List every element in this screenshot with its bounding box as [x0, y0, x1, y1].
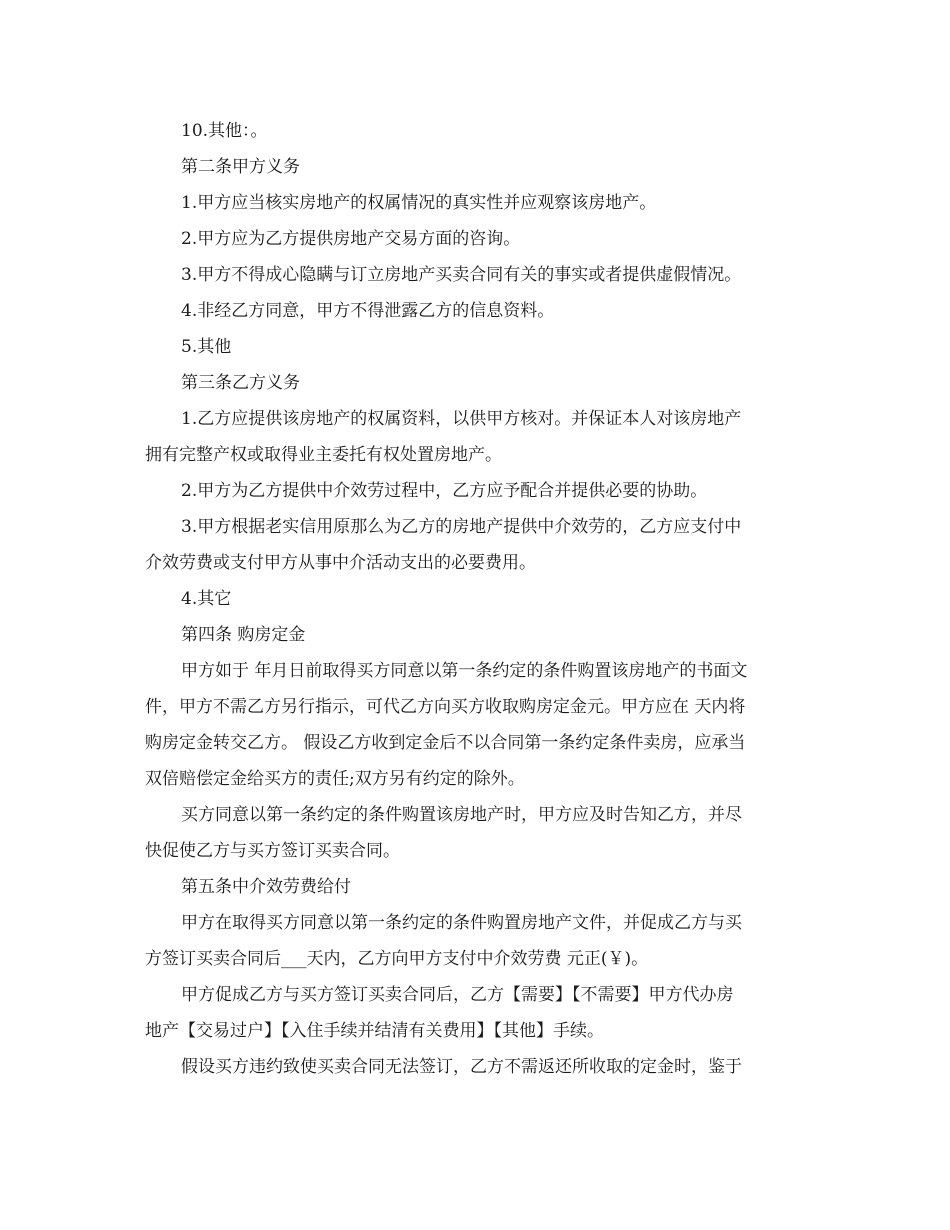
document-body — [145, 113, 810, 1085]
clause-item-continuation: 介效劳费或支付甲方从事中介活动支出的必要费用。 — [145, 553, 536, 573]
clause-item: 2.甲方应为乙方提供房地产交易方面的咨询。 — [181, 229, 521, 249]
paragraph-line: 甲方促成乙方与买方签订买卖合同后，乙方【需要】【不需要】甲方代办房 — [181, 985, 734, 1005]
article-heading: 第二条甲方义务 — [181, 157, 300, 177]
paragraph-line: 双倍赔偿定金给买方的责任;双方另有约定的除外。 — [145, 769, 525, 789]
clause-item: 2.甲方为乙方提供中介效劳过程中，乙方应予配合并提供必要的协助。 — [181, 481, 708, 501]
paragraph-line: 地产【交易过户】【入住手续并结清有关费用】【其他】手续。 — [145, 1021, 604, 1041]
clause-item: 4.其它 — [181, 589, 232, 609]
clause-item: 3.甲方根据老实信用原那么为乙方的房地产提供中介效劳的，乙方应支付中 — [181, 517, 742, 537]
paragraph-line: 买方同意以第一条约定的条件购置该房地产时，甲方应及时告知乙方，并尽 — [181, 805, 742, 825]
article-heading: 第四条 购房定金 — [181, 625, 306, 645]
paragraph-line: 方签订买卖合同后___天内，乙方向甲方支付中介效劳费 元正(￥)。 — [145, 949, 649, 969]
article-heading: 第三条乙方义务 — [181, 373, 300, 393]
clause-item-continuation: 拥有完整产权或取得业主委托有权处置房地产。 — [145, 445, 502, 465]
clause-item: 3.甲方不得成心隐瞒与订立房地产买卖合同有关的事实或者提供虚假情况。 — [181, 265, 742, 285]
paragraph-line: 件，甲方不需乙方另行指示，可代乙方向买方收取购房定金元。甲方应在 天内将 — [145, 697, 746, 717]
paragraph-line: 购房定金转交乙方。 假设乙方收到定金后不以合同第一条约定条件卖房，应承当 — [145, 733, 746, 753]
paragraph-line: 甲方在取得买方同意以第一条约定的条件购置房地产文件，并促成乙方与买 — [181, 913, 742, 933]
paragraph-line: 假设买方违约致使买卖合同无法签订，乙方不需返还所收取的定金时，鉴于 — [181, 1057, 742, 1077]
paragraph-line: 甲方如于 年月日前取得买方同意以第一条约定的条件购置该房地产的书面文 — [181, 661, 748, 681]
article-heading: 第五条中介效劳费给付 — [181, 877, 351, 897]
clause-item: 4.非经乙方同意，甲方不得泄露乙方的信息资料。 — [181, 301, 555, 321]
paragraph-line: 快促使乙方与买方签订买卖合同。 — [145, 841, 400, 861]
clause-item: 5.其他 — [181, 337, 232, 357]
clause-item: 1.乙方应提供该房地产的权属资料，以供甲方核对。并保证本人对该房地产 — [181, 409, 742, 429]
clause-item: 1.甲方应当核实房地产的权属情况的真实性并应观察该房地产。 — [181, 193, 657, 213]
clause-item-other: 10.其他：。 — [181, 121, 268, 141]
